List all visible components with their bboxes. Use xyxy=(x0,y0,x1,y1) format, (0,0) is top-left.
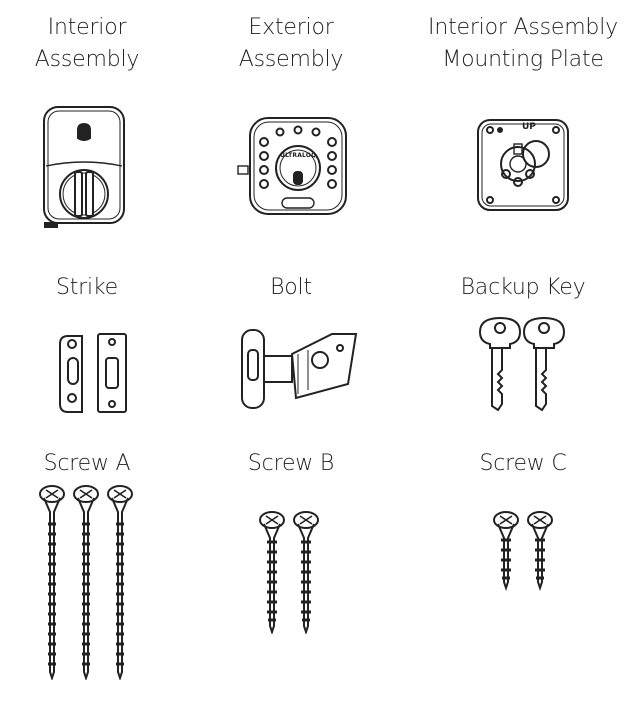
part-label-backup-key xyxy=(418,272,628,304)
label-line: Interior Assembly xyxy=(428,15,618,40)
screw-icon xyxy=(294,512,318,632)
part-label-exterior-assembly xyxy=(186,12,396,76)
interior-assembly-illustration xyxy=(38,104,130,232)
screw-icon xyxy=(108,486,132,678)
part-label-interior-assembly xyxy=(0,12,192,76)
part-label-screw-a xyxy=(0,448,192,480)
screw-icon xyxy=(40,486,64,678)
label-line: Assembly xyxy=(34,47,140,72)
screw-a-illustration xyxy=(36,484,136,680)
part-label-screw-b xyxy=(186,448,396,480)
label-line: Interior xyxy=(47,15,127,40)
label-line: Mounting Plate xyxy=(442,47,604,72)
part-label-mounting-plate xyxy=(418,12,628,76)
exterior-assembly-illustration xyxy=(234,114,350,218)
part-label-screw-c xyxy=(418,448,628,480)
plate-up-mark: UP xyxy=(522,122,536,132)
screw-icon xyxy=(528,512,552,588)
screw-icon xyxy=(74,486,98,678)
part-label-strike xyxy=(0,272,192,304)
label-line: Bolt xyxy=(270,275,312,300)
strike-illustration xyxy=(52,330,132,414)
label-line: Exterior xyxy=(248,15,334,40)
screw-icon xyxy=(494,512,518,588)
label-line: Screw C xyxy=(479,451,567,476)
part-label-bolt xyxy=(186,272,396,304)
screw-b-illustration xyxy=(256,510,324,634)
label-line: Screw A xyxy=(43,451,131,476)
screw-c-illustration xyxy=(490,510,558,592)
backup-key-illustration xyxy=(474,312,570,412)
label-line: Strike xyxy=(55,275,119,300)
bolt-illustration xyxy=(236,320,362,414)
screw-icon xyxy=(260,512,284,632)
mounting-plate-illustration xyxy=(474,116,572,214)
label-line: Screw B xyxy=(247,451,335,476)
label-line: Assembly xyxy=(238,47,344,72)
brand-mark: ULTRALOQ xyxy=(280,152,317,159)
label-line: Backup Key xyxy=(460,275,586,300)
